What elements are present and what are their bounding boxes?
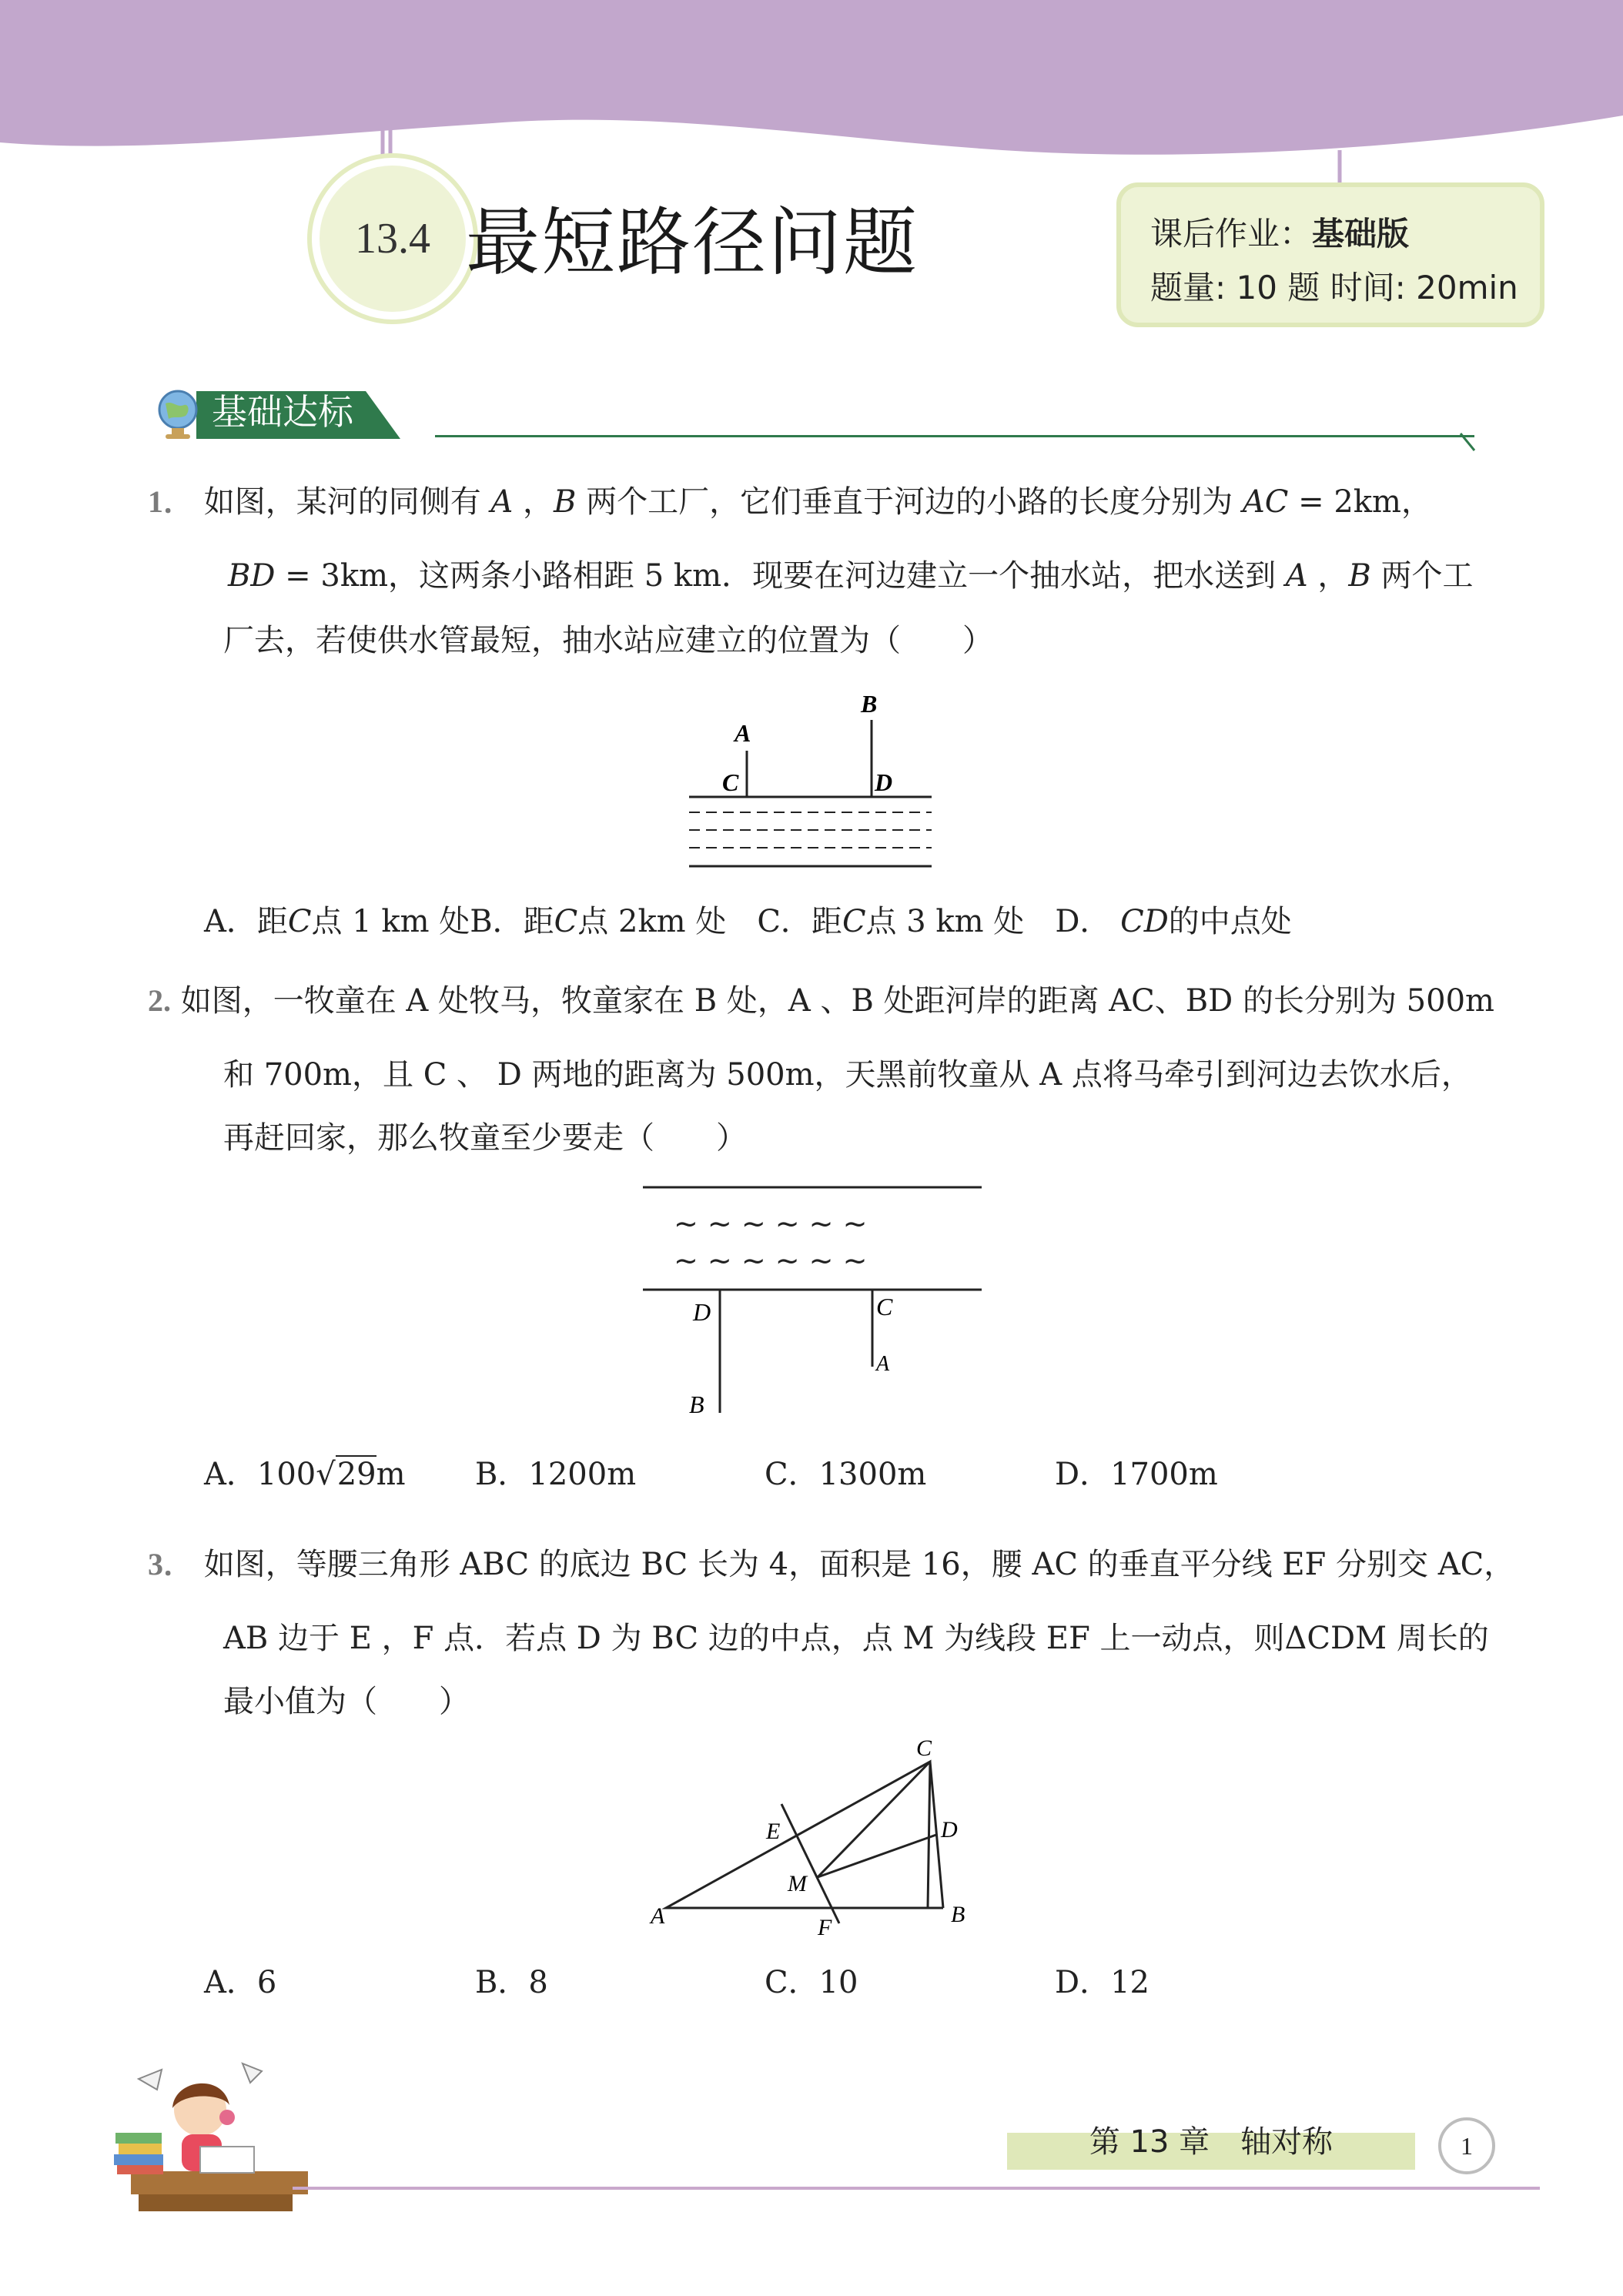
q1-options <box>204 899 1292 945</box>
q3-label-a: A <box>651 1903 665 1929</box>
q1-line1: 1． 如图，某河的同侧有 A ，B 两个工厂，它们垂直于河边的小路的长度分别为 AC = 2km， <box>148 484 1432 520</box>
section-title: 基础达标 <box>212 391 353 433</box>
q2-option-b[interactable]: B．1200m <box>475 1457 637 1492</box>
q1-figure <box>685 689 939 874</box>
homework-meta: 题量: 10 题 时间: 20min <box>1150 269 1518 306</box>
girl-reading-illustration <box>108 2048 316 2217</box>
q3-label-m: M <box>788 1871 807 1896</box>
q1-option-a[interactable]: A．距C点 1 km 处 <box>204 904 470 939</box>
q2-figure <box>639 1178 986 1424</box>
section-rule <box>435 435 1474 437</box>
q3-label-f: F <box>818 1915 832 1940</box>
homework-prefix: 课后作业： <box>1150 215 1313 253</box>
q1-line2: BD = 3km，这两条小路相距 5 km．现要在河边建立一个抽水站，把水送到 A ，B 两个工 <box>228 558 1474 594</box>
q3-option-c[interactable]: C．10 <box>765 1965 858 2000</box>
q1-label-d: D <box>875 768 893 796</box>
chapter-number: 13.4 <box>355 215 430 263</box>
q1-text-line3: 厂去，若使供水管最短，抽水站应建立的位置为（ ） <box>223 623 993 658</box>
q3-text-line3: 最小值为（ ） <box>223 1684 470 1719</box>
q2-number: 2. <box>148 983 171 1018</box>
q2-label-c: C <box>876 1293 893 1320</box>
q1-label-b: B <box>861 690 878 718</box>
q2-text-line1: 如图，一牧童在 A 处牧马，牧童家在 B 处，A 、B 处距河岸的距离 AC、BD 的长分别为 500m <box>180 983 1494 1019</box>
q2-label-a: A <box>876 1352 890 1376</box>
globe-icon <box>150 385 204 440</box>
q1-option-d[interactable]: D． CD的中点处 <box>1055 904 1292 939</box>
q3-text-line2: AB 边于 E ，F 点．若点 D 为 BC 边的中点，点 M 为线段 EF 上一动点，则ΔCDM 周长的 <box>223 1621 1489 1656</box>
q2-text-line2: 和 700m，且 C 、 D 两地的距离为 500m，天黑前牧童从 A 点将马牵引到河边去饮水后， <box>223 1057 1472 1093</box>
q3-label-d: D <box>941 1817 958 1842</box>
homework-version-line <box>1150 209 1409 255</box>
q2-label-d: D <box>693 1298 711 1326</box>
section-rule-end <box>1459 431 1478 454</box>
q2-option-c[interactable]: C．1300m <box>765 1457 927 1492</box>
q2-option-a[interactable]: A．100√29m <box>204 1457 406 1492</box>
footer-rule <box>293 2187 1540 2190</box>
q3-option-a[interactable]: A．6 <box>204 1965 277 2000</box>
q1-text-line2: 两条小路相距 5 km．现要在河边建立一个抽水站，把水送到 <box>450 558 1277 594</box>
q1-option-c[interactable]: C．距C点 3 km 处 <box>757 904 1025 939</box>
homework-version: 基础版 <box>1312 215 1410 253</box>
q1-option-b[interactable]: B．距C点 2km 处 <box>470 904 727 939</box>
q1-label-a: A <box>735 719 751 747</box>
q3-figure <box>639 1739 993 1946</box>
q2-line1 <box>148 978 1494 1024</box>
q3-label-e: E <box>766 1819 781 1844</box>
header-banner <box>0 0 1623 200</box>
q3-label-c: C <box>916 1739 932 1761</box>
q3-option-b[interactable]: B．8 <box>475 1965 548 2000</box>
svg-text:~ ~ ~ ~ ~ ~: ~ ~ ~ ~ ~ ~ <box>674 1207 868 1240</box>
q3-label-b: B <box>951 1902 965 1927</box>
q2-label-b: B <box>689 1391 704 1418</box>
svg-text:~ ~ ~ ~ ~ ~: ~ ~ ~ ~ ~ ~ <box>674 1243 868 1277</box>
q3-text-line1: 如图，等腰三角形 ABC 的底边 BC 长为 4，面积是 16，腰 AC 的垂直平分线 EF 分别交 AC， <box>203 1547 1515 1582</box>
q1-text-line1: 如图，某河的同侧有 <box>203 484 481 520</box>
q1-label-c: C <box>722 768 739 796</box>
q1-number: 1． <box>148 484 194 519</box>
q2-text-line3: 再赶回家，那么牧童至少要走（ ） <box>223 1120 747 1156</box>
q3-option-d[interactable]: D．12 <box>1055 1965 1149 2000</box>
q3-number: 3． <box>148 1547 194 1581</box>
q2-option-d[interactable]: D．1700m <box>1055 1457 1218 1492</box>
homework-info-panel <box>1116 182 1544 327</box>
page-title: 最短路径问题 <box>466 199 919 286</box>
page-number: 1 <box>1438 2117 1495 2174</box>
footer-chapter: 第 13 章 轴对称 <box>1089 2124 1334 2160</box>
q3-line1 <box>148 1541 1514 1588</box>
